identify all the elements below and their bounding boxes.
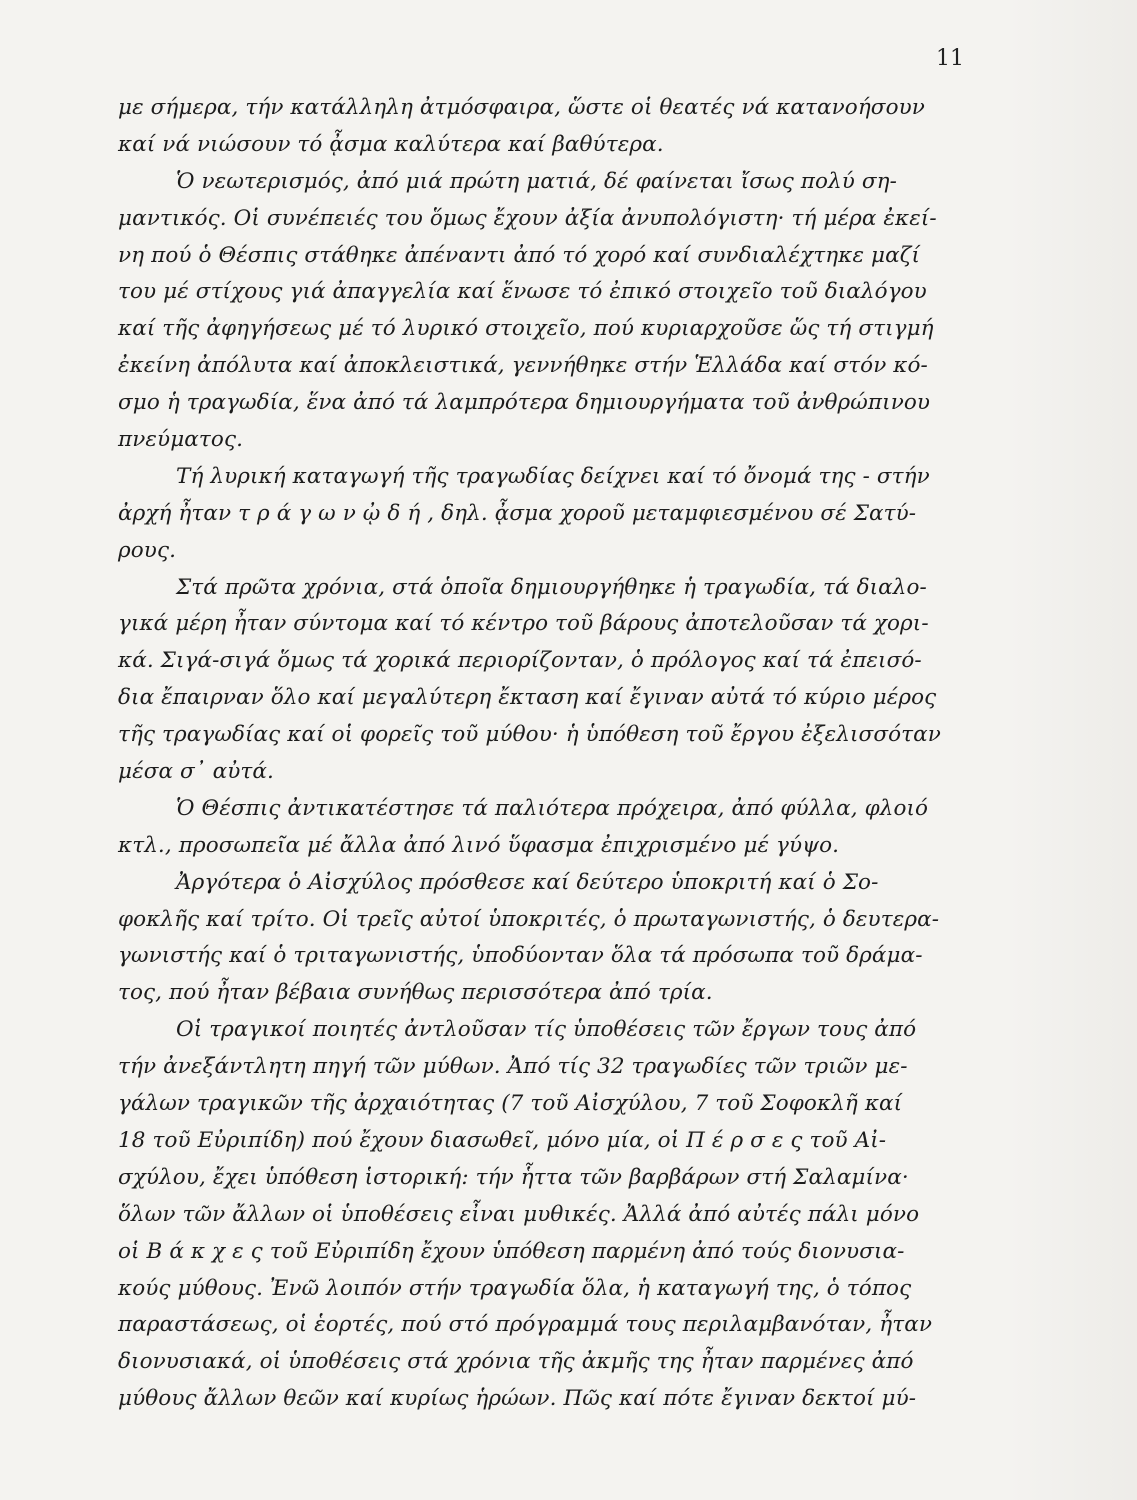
text-line: τῆς τραγωδίας καί οἱ φορεῖς τοῦ μύθου· ἡ ὑπόθεση τοῦ ἔργου ἐξελισσόταν [118, 722, 941, 748]
body-text [118, 90, 973, 1418]
page-number: 11 [936, 46, 964, 71]
text-line: του μέ στίχους γιά ἀπαγγελία καί ἕνωσε τό ἐπικό στοιχεῖο τοῦ διαλόγου [118, 279, 927, 305]
text-line: Ὁ νεωτερισμός, ἀπό μιά πρώτη ματιά, δέ φαίνεται ἴσως πολύ ση- [176, 168, 897, 194]
text-line: δια ἔπαιρναν ὅλο καί μεγαλύτερη ἔκταση καί ἔγιναν αὐτά τό κύριο μέρος [118, 685, 937, 711]
text-line: παραστάσεως, οἱ ἑορτές, πού στό πρόγραμμά τους περιλαμβανόταν, ἦταν [118, 1312, 932, 1338]
text-line: γάλων τραγικῶν τῆς ἀρχαιότητας (7 τοῦ Αἰσχύλου, 7 τοῦ Σοφοκλῆ καί [118, 1091, 903, 1117]
page-edge-shading [1007, 0, 1137, 1500]
text-line: Οἱ τραγικοί ποιητές ἀντλοῦσαν τίς ὑποθέσεις τῶν ἔργων τους ἀπό [176, 1017, 917, 1043]
text-line: κά. Σιγά-σιγά ὅμως τά χορικά περιορίζονταν, ὁ πρόλογος καί τά ἐπεισό- [118, 648, 922, 674]
text-line: ρους. [118, 537, 177, 563]
text-line: νη πού ὁ Θέσπις στάθηκε ἀπέναντι ἀπό τό χορό καί συνδιαλέχτηκε μαζί [118, 242, 920, 268]
text-line: μέσα σ᾿ αὐτά. [118, 759, 274, 785]
text-line: γωνιστής καί ὁ τριταγωνιστής, ὑποδύονταν ὅλα τά πρόσωπα τοῦ δράμα- [118, 943, 923, 969]
text-line: καί νά νιώσουν τό ᾆσμα καλύτερα καί βαθύτερα. [118, 131, 664, 157]
text-line: Ὁ Θέσπις ἀντικατέστησε τά παλιότερα πρόχειρα, ἀπό φύλλα, φλοιό [176, 795, 929, 821]
text-line: τος, πού ἦταν βέβαια συνήθως περισσότερα ἀπό τρία. [118, 980, 713, 1006]
text-line: γικά μέρη ἦταν σύντομα καί τό κέντρο τοῦ βάρους ἀποτελοῦσαν τά χορι- [118, 611, 929, 637]
text-line: διονυσιακά, οἱ ὑποθέσεις στά χρόνια τῆς ἀκμῆς της ἦταν παρμένες ἀπό [118, 1349, 914, 1375]
text-line: κούς μύθους. Ἐνῶ λοιπόν στήν τραγωδία ὅλα, ἡ καταγωγή της, ὁ τόπος [118, 1275, 912, 1301]
text-line: φοκλῆς καί τρίτο. Οἱ τρεῖς αὐτοί ὑποκριτές, ὁ πρωταγωνιστής, ὁ δευτερα- [118, 906, 940, 932]
text-line: τήν ἀνεξάντλητη πηγή τῶν μύθων. Ἀπό τίς 32 τραγωδίες τῶν τριῶν με- [118, 1054, 908, 1080]
text-line: σχύλου, ἔχει ὑπόθεση ἱστορική: τήν ἧττα τῶν βαρβάρων στή Σαλαμίνα· [118, 1164, 909, 1190]
text-line: κτλ., προσωπεῖα μέ ἄλλα ἀπό λινό ὕφασμα ἐπιχρισμένο μέ γύψο. [118, 832, 840, 858]
text-line: 18 τοῦ Εὐριπίδη) πού ἔχουν διασωθεῖ, μόνο μία, οἱ Π έ ρ σ ε ς τοῦ Αἰ- [118, 1127, 887, 1153]
text-line: μύθους ἄλλων θεῶν καί κυρίως ἡρώων. Πῶς καί πότε ἔγιναν δεκτοί μύ- [118, 1386, 917, 1412]
text-line: Ἀργότερα ὁ Αἰσχύλος πρόσθεσε καί δεύτερο ὑποκριτή καί ὁ Σο- [176, 869, 879, 895]
text-line: σμο ἡ τραγωδία, ἕνα ἀπό τά λαμπρότερα δημιουργήματα τοῦ ἀνθρώπινου [118, 390, 931, 416]
text-line: Τή λυρική καταγωγή τῆς τραγωδίας δείχνει καί τό ὄνομά της - στήν [176, 463, 930, 489]
text-line: καί τῆς ἀφηγήσεως μέ τό λυρικό στοιχεῖο, πού κυριαρχοῦσε ὥς τή στιγμή [118, 316, 934, 342]
text-line: ὅλων τῶν ἄλλων οἱ ὑποθέσεις εἶναι μυθικές. Ἀλλά ἀπό αὐτές πάλι μόνο [118, 1201, 920, 1227]
text-line: με σήμερα, τήν κατάλληλη ἀτμόσφαιρα, ὥστε οἱ θεατές νά κατανοήσουν [118, 95, 925, 120]
text-line: οἱ Β ά κ χ ε ς τοῦ Εὐριπίδη ἔχουν ὑπόθεση παρμένη ἀπό τούς διονυσια- [118, 1238, 905, 1264]
text-line: ἐκείνη ἀπόλυτα καί ἀποκλειστικά, γεννήθηκε στήν Ἑλλάδα καί στόν κό- [118, 353, 928, 379]
text-line: Στά πρῶτα χρόνια, στά ὁποῖα δημιουργήθηκε ἡ τραγωδία, τά διαλο- [176, 574, 927, 600]
text-line: ἀρχή ἦταν τ ρ ά γ ω ν ᾠ δ ή , δηλ. ᾆσμα χοροῦ μεταμφιεσμένου σέ Σατύ- [118, 500, 917, 526]
text-line: πνεύματος. [118, 427, 244, 453]
text-line: μαντικός. Οἱ συνέπειές του ὅμως ἔχουν ἀξία ἀνυπολόγιστη· τή μέρα ἐκεί- [118, 205, 937, 231]
